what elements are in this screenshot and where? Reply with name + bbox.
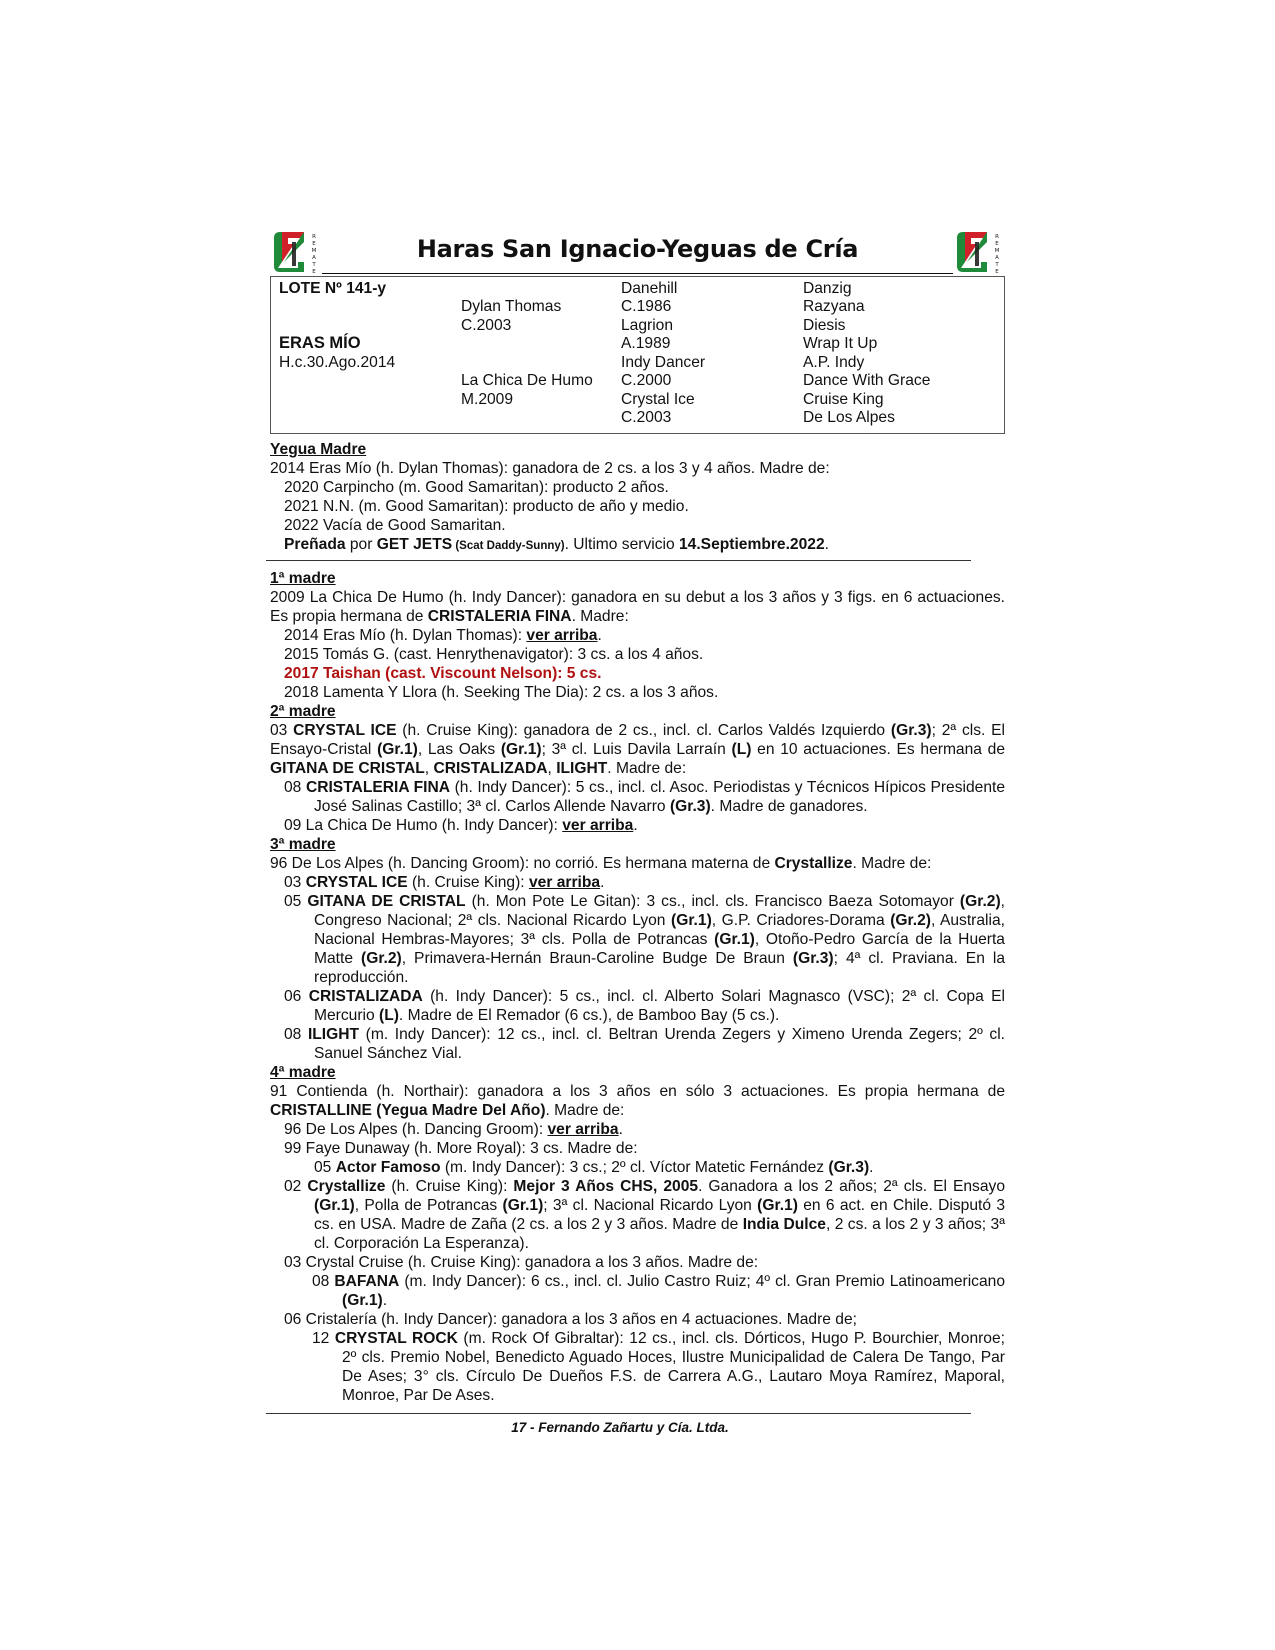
text-line: 2020 Carpincho (m. Good Samaritan): producto 2 años.: [284, 479, 669, 496]
svg-text:T: T: [312, 262, 316, 268]
text-line: 2014 Eras Mío (h. Dylan Thomas): ver arriba.: [284, 627, 602, 644]
header-rule: [322, 273, 953, 274]
gen2-entry: C.2000: [621, 372, 672, 389]
text-line: 2014 Eras Mío (h. Dylan Thomas): ganadora de 2 cs. a los 3 y 4 años. Madre de:: [270, 460, 830, 477]
svg-text:T: T: [995, 262, 999, 268]
section-divider: [266, 560, 971, 561]
gen3-entry: Cruise King: [803, 391, 884, 408]
ver-arriba-link[interactable]: ver arriba: [528, 874, 601, 891]
catalog-body: [270, 440, 1005, 1437]
svg-text:E: E: [995, 241, 999, 247]
text-line: 2015 Tomás G. (cast. Henrythenavigator): 3 cs. a los 4 años.: [284, 646, 704, 663]
section-title-3a-madre: 3ª madre: [270, 836, 336, 853]
offspring-entry: 96 De Los Alpes (h. Dancing Groom): ver arriba.: [284, 1121, 623, 1138]
text-paragraph: 91 Contienda (h. Northair): ganadora a los 3 años en sólo 3 actuaciones. Es propia hermana de CRISTALLINE (Yegua Madre Del Año). Madre de:: [270, 1083, 1005, 1119]
gen2-entry: Danehill: [621, 280, 678, 297]
offspring-entry: 02 Crystallize (h. Cruise King): Mejor 3 Años CHS, 2005. Ganadora a los 2 años; 2ª cls. El Ensayo (Gr.1), Polla de Potrancas (Gr.1); 3ª cl. Nacional Ricardo Lyon (Gr.1) en 6 act. en Chile. Disputó 3 cs. en USA. Madre de Zaña (2 cs. a los 2 y 3 años. Madre de India Dulce, 2 cs. a los 2 y 3 años; 3ª cl. Corporación La Esperanza).: [284, 1178, 1006, 1252]
section-title-yegua-madre: Yegua Madre: [270, 441, 367, 458]
offspring-entry: 06 CRISTALIZADA (h. Indy Dancer): 5 cs., incl. cl. Alberto Solari Magnasco (VSC); 2ª cl. Copa El Mercurio (L). Madre de El Remador (6 cs.), de Bamboo Bay (5 cs.).: [284, 988, 1005, 1024]
svg-text:R: R: [995, 234, 999, 240]
offspring-entry: 08 CRISTALERIA FINA (h. Indy Dancer): 5 cs., incl. cl. Asoc. Periodistas y Técnicos Hípicos Presidente José Salinas Castillo; 3ª cl. Carlos Allende Navarro (Gr.3). Madre de ganadores.: [284, 779, 1006, 815]
ver-arriba-link[interactable]: ver arriba: [547, 1121, 619, 1138]
offspring-entry: 08 ILIGHT (m. Indy Dancer): 12 cs., incl. cl. Beltran Urenda Zegers y Ximeno Urenda Zegers; 2º cl. Sanuel Sánchez Vial.: [284, 1026, 1005, 1062]
section-title-4a-madre: 4ª madre: [270, 1064, 336, 1081]
svg-text:A: A: [312, 255, 316, 261]
offspring-entry: 05 GITANA DE CRISTAL (h. Mon Pote Le Gitan): 3 cs., incl. cls. Francisco Baeza Sotomayor (Gr.2), Congreso Nacional; 2ª cls. Nacional Ricardo Lyon (Gr.1), G.P. Criadores-Dorama (Gr.2), Australia, Nacional Hembras-Mayores; 3ª cls. Polla de Potrancas (Gr.1), Otoño-Pedro García de la Huerta Matte (Gr.2), Primavera-Hernán Braun-Caroline Budge De Braun (Gr.3); 4ª cl. Praviana. En la reproducción.: [284, 893, 1006, 986]
page-title: Haras San Ignacio-Yeguas de Cría: [416, 235, 859, 263]
zl-remates-logo: [953, 228, 1005, 276]
gen3-entry: A.P. Indy: [803, 354, 865, 371]
gen3-entry: Dance With Grace: [803, 372, 931, 389]
dam-info: M.2009: [461, 391, 514, 408]
svg-text:R: R: [312, 234, 316, 240]
svg-text:E: E: [312, 241, 316, 247]
text-paragraph: 96 De Los Alpes (h. Dancing Groom): no corrió. Es hermana materna de Crystallize. Madre de:: [270, 855, 932, 872]
lot-number: LOTE Nº 141-y: [279, 280, 387, 297]
gen3-entry: Razyana: [803, 298, 865, 315]
offspring-entry: 03 CRYSTAL ICE (h. Cruise King): ver arriba.: [284, 874, 605, 891]
offspring-entry: 03 Crystal Cruise (h. Cruise King): ganadora a los 3 años. Madre de:: [284, 1254, 759, 1271]
svg-text:E: E: [995, 269, 999, 275]
gen3-entry: Danzig: [803, 280, 852, 297]
svg-text:E: E: [312, 269, 316, 275]
footer-rule: [266, 1413, 971, 1414]
text-paragraph: 03 CRYSTAL ICE (h. Cruise King): ganadora de 2 cs., incl. cl. Carlos Valdés Izquierdo (Gr.3); 2ª cls. El Ensayo-Cristal (Gr.1), Las Oaks (Gr.1); 3ª cl. Luis Davila Larraín (L) en 10 actuaciones. Es hermana de GITANA DE CRISTAL, CRISTALIZADA, ILIGHT. Madre de:: [270, 722, 1005, 777]
covering-line: Preñada por GET JETS (Scat Daddy-Sunny). Ultimo servicio 14.Septiembre.2022.: [284, 536, 829, 553]
grand-offspring-entry: 08 BAFANA (m. Indy Dancer): 6 cs., incl. cl. Julio Castro Ruiz; 4º cl. Gran Premio Latinoamericano (Gr.1).: [312, 1273, 1005, 1309]
svg-text:M: M: [994, 248, 1000, 254]
svg-text:A: A: [995, 255, 999, 261]
offspring-entry: 99 Faye Dunaway (h. More Royal): 3 cs. Madre de:: [284, 1140, 638, 1157]
sire-name: Dylan Thomas: [461, 298, 562, 315]
sire-info: C.2003: [461, 317, 512, 334]
page-footer: 17 - Fernando Zañartu y Cía. Ltda.: [511, 1420, 729, 1435]
dam-name: La Chica De Humo: [461, 372, 593, 389]
grand-offspring-entry: 12 CRYSTAL ROCK (m. Rock Of Gibraltar): 12 cs., incl. cls. Dórticos, Hugo P. Bourchier, Monroe; 2º cls. Premio Nobel, Benedicto Aguado Hoces, Ilustre Municipalidad de Calera De Tango, Par De Ases; 3° cls. Círculo De Dueños F.S. de Carrera A.G., Lautaro Moya Ramírez, Maporal, Monroe, Par De Ases.: [312, 1330, 1005, 1404]
gen2-entry: Crystal Ice: [621, 391, 695, 408]
gen3-entry: De Los Alpes: [803, 409, 895, 426]
section-title-1a-madre: 1ª madre: [270, 570, 336, 587]
horse-name: ERAS MÍO: [279, 334, 361, 352]
catalog-page: [270, 228, 1005, 1437]
text-paragraph: 2009 La Chica De Humo (h. Indy Dancer): ganadora en su debut a los 3 años y 3 figs. en 6 actuaciones. Es propia hermana de CRISTALERIA FINA. Madre:: [270, 589, 1005, 625]
grand-offspring-entry: 05 Actor Famoso (m. Indy Dancer): 3 cs.; 2º cl. Víctor Matetic Fernández (Gr.3).: [314, 1159, 874, 1176]
section-title-2a-madre: 2ª madre: [270, 703, 336, 720]
gen3-entry: Diesis: [803, 317, 846, 334]
ver-arriba-link[interactable]: ver arriba: [562, 817, 634, 834]
gen2-entry: Lagrion: [621, 317, 674, 334]
offspring-entry: 09 La Chica De Humo (h. Indy Dancer): ver arriba.: [284, 817, 638, 834]
gen3-entry: Wrap It Up: [803, 335, 878, 352]
gen2-entry: A.1989: [621, 335, 671, 352]
gen2-entry: C.2003: [621, 409, 672, 426]
text-line: 2018 Lamenta Y Llora (h. Seeking The Dia): 2 cs. a los 3 años.: [284, 684, 719, 701]
zl-remates-logo: [270, 228, 322, 276]
gen2-entry: C.1986: [621, 298, 672, 315]
offspring-entry: 06 Cristalería (h. Indy Dancer): ganadora a los 3 años en 4 actuaciones. Madre de;: [284, 1311, 857, 1328]
text-line: 2021 N.N. (m. Good Samaritan): producto de año y medio.: [284, 498, 689, 515]
highlighted-line: 2017 Taishan (cast. Viscount Nelson): 5 cs.: [284, 665, 602, 682]
ver-arriba-link[interactable]: ver arriba: [526, 627, 598, 644]
page-header: [270, 228, 1005, 276]
svg-text:M: M: [311, 248, 317, 254]
pedigree-table: [270, 276, 1005, 434]
text-line: 2022 Vacía de Good Samaritan.: [284, 517, 506, 534]
horse-info: H.c.30.Ago.2014: [279, 354, 396, 371]
gen2-entry: Indy Dancer: [621, 354, 706, 371]
